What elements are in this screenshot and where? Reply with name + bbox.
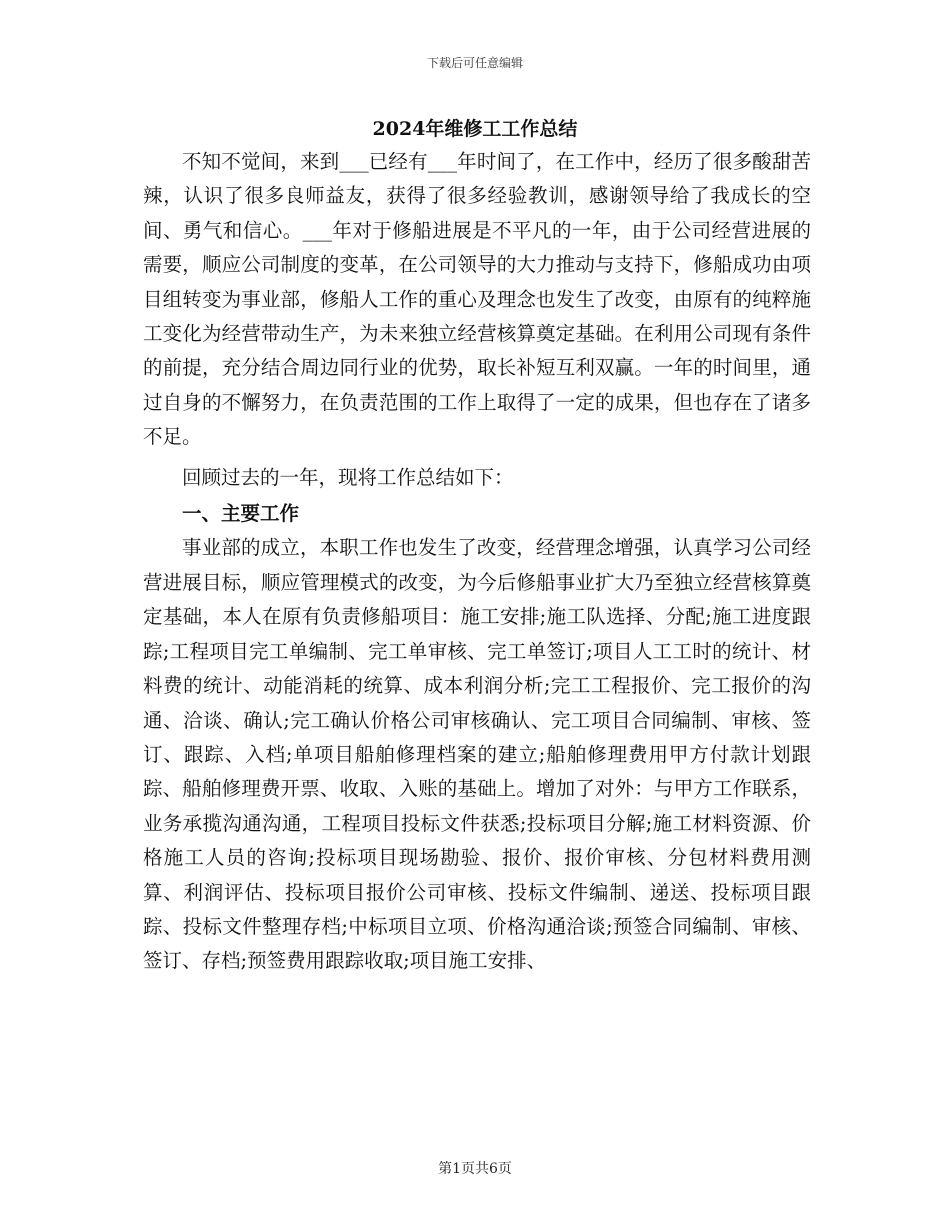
page-header-note: 下载后可任意编辑 — [426, 56, 523, 70]
main-work-paragraph: 事业部的成立，本职工作也发生了改变，经营理念增强，认真学习公司经营进展目标，顺应管理模式的改变，为今后修船事业扩大乃至独立经营核算奠定基础，本人在原有负责修船项目：施工安排;施工队选择、分配;施工进度跟踪;工程项目完工单编制、完工单审核、完工单签订;项目人工工时的统计、材料费的统计、动能消耗的统算、成本利润分析;完工工程报价、完工报价的沟通、洽谈、确认;完工确认价格公司审核确认、完工项目合同编制、审核、签订、跟踪、入档;单项目船舶修理档案的建立;船舶修理费用甲方付款计划跟踪、船舶修理费开票、收取、入账的基础上。增加了对外：与甲方工作联系，业务承揽沟通沟通，工程项目投标文件获悉;投标项目分解;施工材料资源、价格施工人员的咨询;投标项目现场勘验、报价、报价审核、分包材料费用测算、利润评估、投标项目报价公司审核、投标文件编制、递送、投标项目跟踪、投标文件整理存档;中标项目立项、价格沟通洽谈;预签合同编制、审核、签订、存档;预签费用跟踪收取;项目施工安排、 — [143, 536, 811, 973]
summary-lead-paragraph: 回顾过去的一年，现将工作总结如下： — [182, 465, 514, 489]
intro-paragraph: 不知不觉间，来到___已经有___年时间了，在工作中，经历了很多酸甜苦辣，认识了很多良师益友，获得了很多经验教训，感谢领导给了我成长的空间、勇气和信心。___年对于修船进展是不平凡的一年，由于公司经营进展的需要，顺应公司制度的变革，在公司领导的大力推动与支持下，修船成功由项目组转变为事业部，修船人工作的重心及理念也发生了改变，由原有的纯粹施工变化为经营带动生产，为未来独立经营核算奠定基础。在利用公司现有条件的前提，充分结合周边同行业的优势，取长补短互利双赢。一年的时间里，通过自身的不懈努力，在负责范围的工作上取得了一定的成果，但也存在了诸多不足。 — [143, 150, 811, 449]
document-title: 2024年维修工工作总结 — [372, 118, 578, 140]
document-body — [143, 145, 811, 979]
section-heading-main-work: 一、主要工作 — [182, 502, 300, 526]
page-number-footer: 第1页共6页 — [438, 1161, 512, 1177]
